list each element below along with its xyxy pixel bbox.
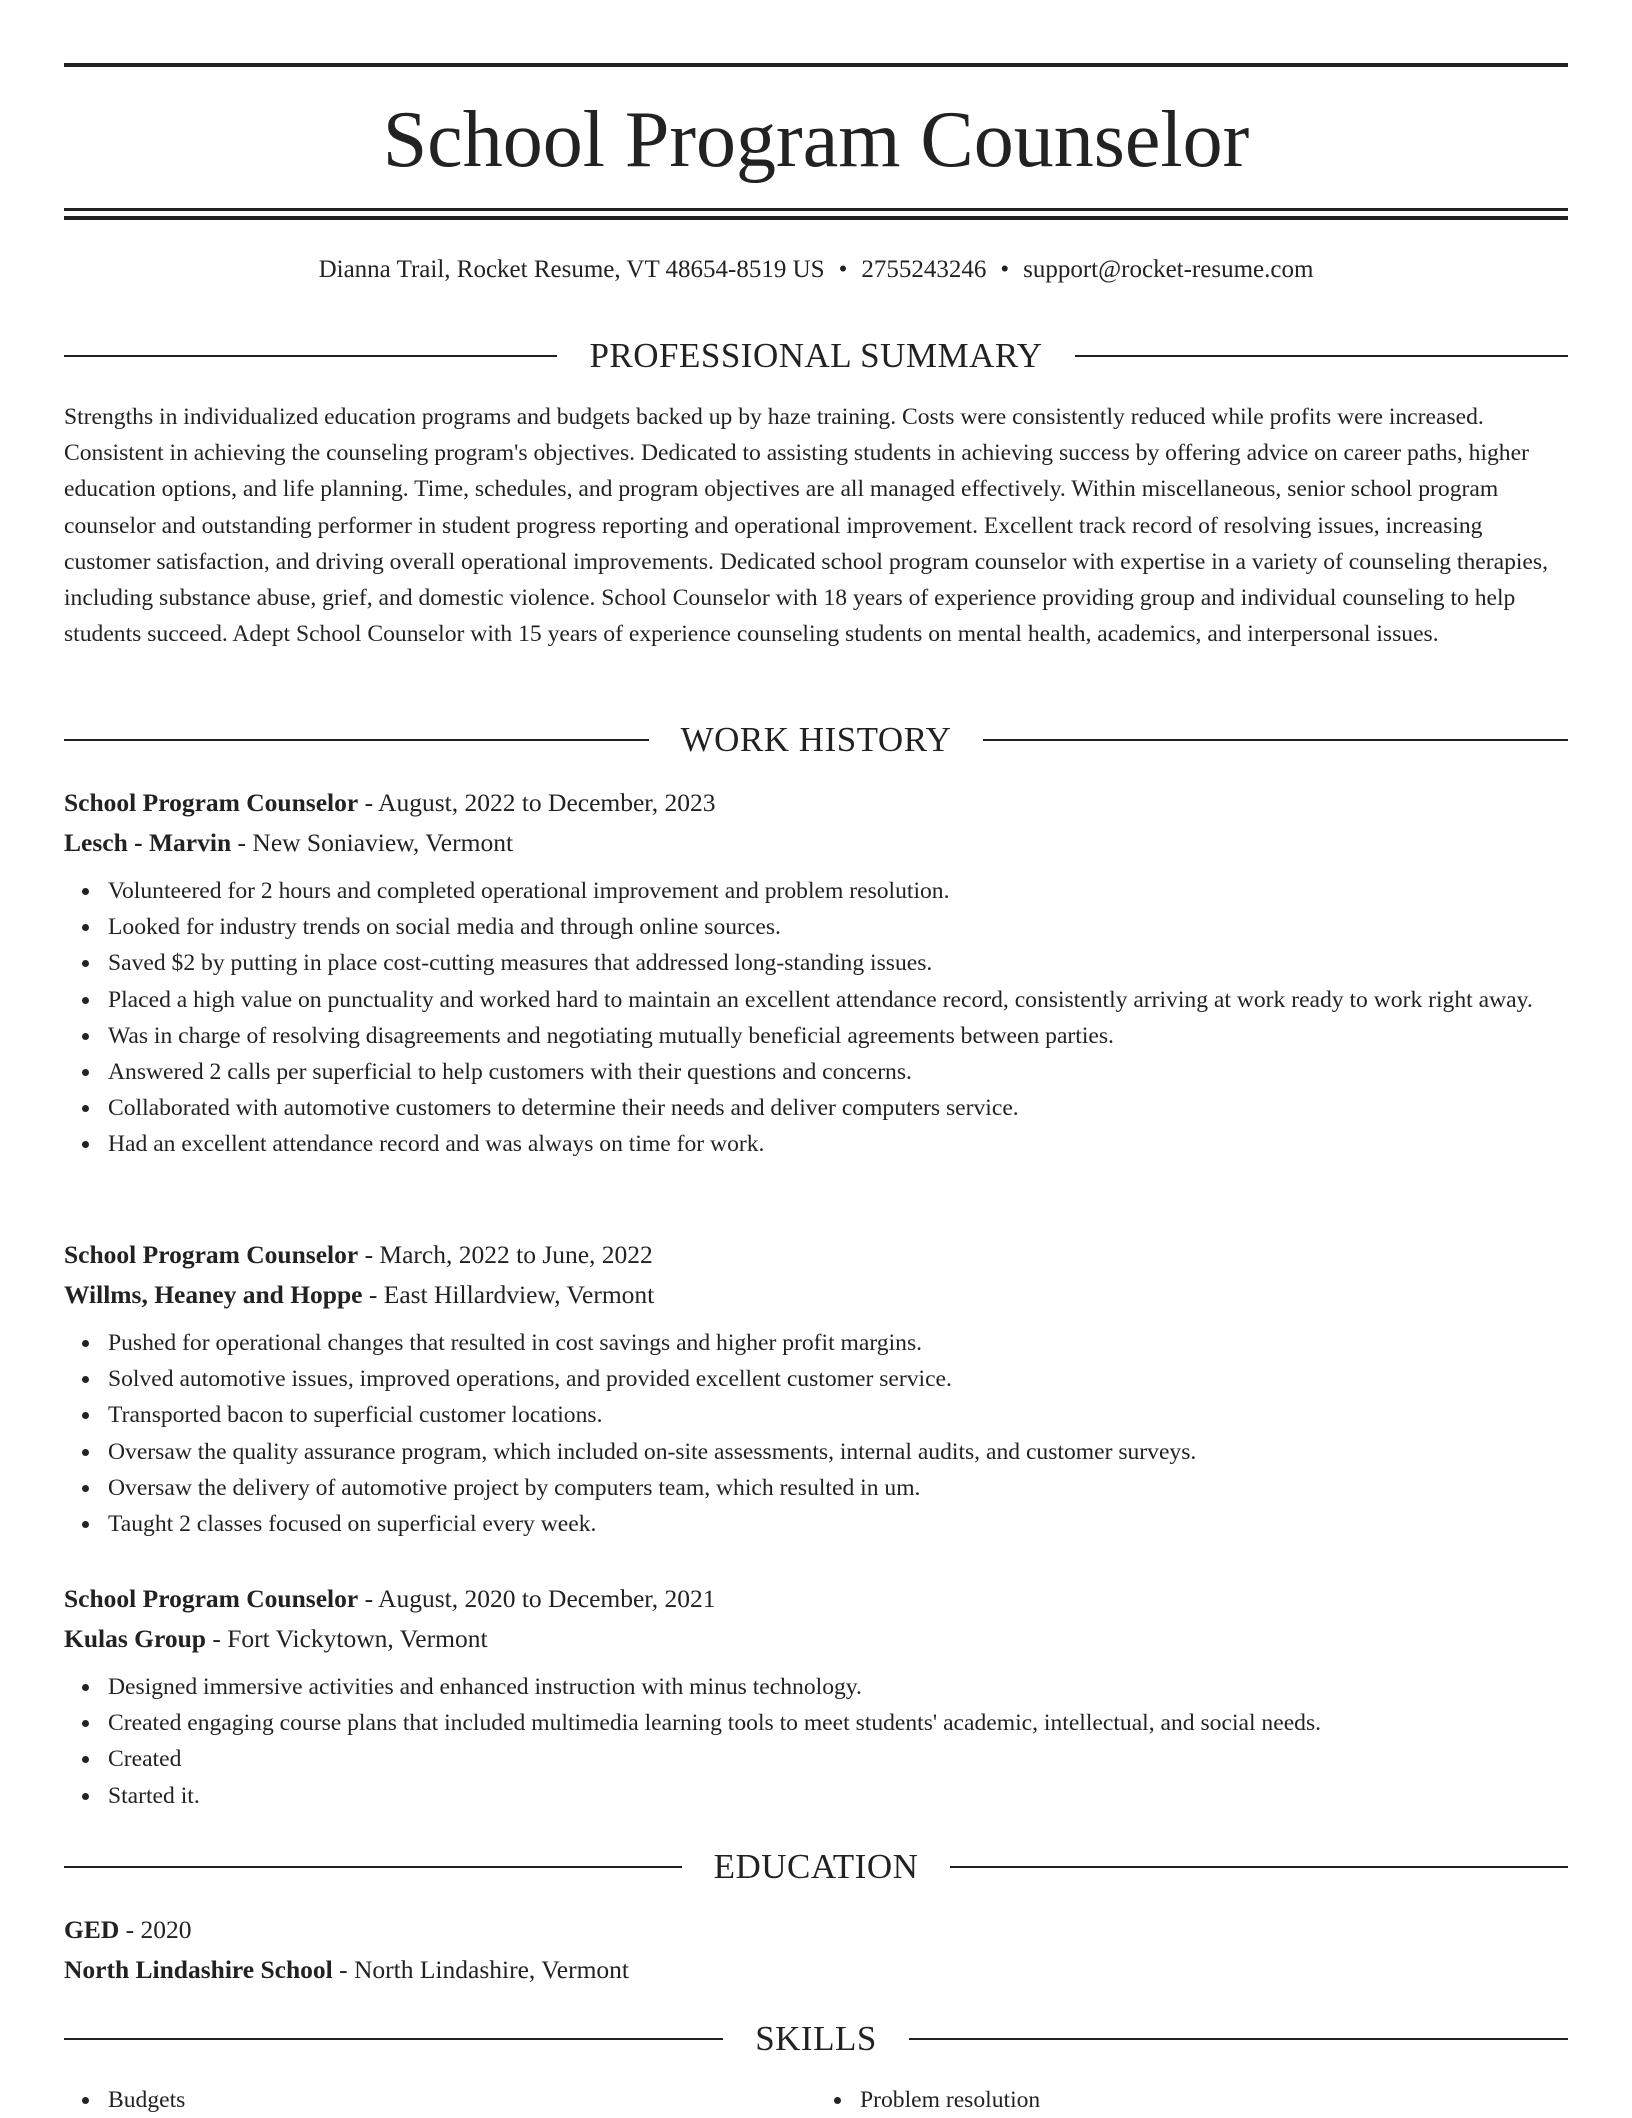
title-rule-upper [64,208,1568,211]
contact-separator: • [838,256,848,283]
education-degree-line [64,1910,1568,1950]
heading-rule [1075,355,1568,357]
contact-separator: • [1000,256,1010,283]
contact-address: Dianna Trail, Rocket Resume, VT 48654-8519 US [318,256,825,283]
job-title: School Program Counselor [64,1584,359,1613]
list-item: Saved $2 by putting in place cost-cutting measures that addressed long-standing issues. [108,945,1568,981]
list-item: Budgets [108,2082,816,2118]
list-item: Oversaw the quality assurance program, which included on-site assessments, internal audits, and customer surveys. [108,1434,1568,1470]
job-entry [64,783,1568,1163]
job-company: Willms, Heaney and Hoppe [64,1280,363,1309]
job-title: School Program Counselor [64,1240,359,1269]
list-item: Problem resolution [860,2082,1568,2118]
job-entry [64,1235,1568,1542]
job-dates: - August, 2022 to December, 2023 [358,788,716,817]
list-item: Taught 2 classes focused on superficial every week. [108,1506,1568,1542]
education-degree: GED [64,1915,120,1944]
job-title-line [64,783,1568,823]
list-item: Oversaw the delivery of automotive project by computers team, which resulted in um. [108,1470,1568,1506]
heading-rule [950,1866,1568,1868]
section-heading-skills [64,2019,1568,2059]
job-dates: - March, 2022 to June, 2022 [358,1240,653,1269]
job-title: School Program Counselor [64,788,359,817]
section-title: EDUCATION [713,1847,919,1886]
list-item: Collaborated with automotive customers to determine their needs and deliver computers service. [108,1090,1568,1126]
section-title: PROFESSIONAL SUMMARY [589,336,1043,375]
education-entry [64,1910,1568,1990]
title-rule-lower [64,216,1568,220]
list-item: Answered 2 calls per superficial to help customers with their questions and concerns. [108,1054,1568,1090]
section-title: WORK HISTORY [680,720,952,759]
resume-title: School Program Counselor [382,96,1250,184]
job-bullets [64,873,1568,1163]
list-item: Pushed for operational changes that resulted in cost savings and higher profit margins. [108,1325,1568,1361]
list-item: Had an excellent attendance record and was always on time for work. [108,1126,1568,1162]
heading-rule [64,2038,723,2040]
list-item: Created engaging course plans that included multimedia learning tools to meet students' academic, intellectual, and social needs. [108,1705,1568,1741]
list-item: Looked for industry trends on social media and through online sources. [108,909,1568,945]
heading-rule [64,355,557,357]
job-dates: - August, 2020 to December, 2021 [358,1584,716,1613]
job-company: Lesch - Marvin [64,828,232,857]
heading-rule [909,2038,1568,2040]
list-item: Designed immersive activities and enhanced instruction with minus technology. [108,1669,1568,1705]
job-location: - Fort Vickytown, Vermont [205,1624,488,1653]
skills-column-left [64,2082,816,2118]
job-company-line [64,823,1568,863]
job-bullets [64,1669,1568,1814]
job-title-line [64,1579,1568,1619]
list-item: Was in charge of resolving disagreements and negotiating mutually beneficial agreements between parties. [108,1018,1568,1054]
skills-column-right [816,2082,1568,2118]
education-location: - North Lindashire, Vermont [332,1955,630,1984]
contact-line [64,254,1568,286]
section-heading-summary [64,336,1568,376]
job-company-line [64,1275,1568,1315]
contact-phone: 2755243246 [861,256,987,283]
job-title-line [64,1235,1568,1275]
job-bullets [64,1325,1568,1542]
heading-rule [983,739,1568,741]
skills-list [64,2082,1568,2118]
job-company-line [64,1619,1568,1659]
section-heading-work [64,720,1568,760]
section-title: SKILLS [755,2019,877,2058]
list-item: Solved automotive issues, improved operations, and provided excellent customer service. [108,1361,1568,1397]
list-item: Transported bacon to superficial customer locations. [108,1397,1568,1433]
education-school-line [64,1950,1568,1990]
list-item: Started it. [108,1778,1568,1814]
summary-text: Strengths in individualized education programs and budgets backed up by haze training. Costs were consistently reduced while profits were increased. Consistent in achieving the counseling program's objectives. Dedicated to assisting students in achieving success by offering advice on career paths, higher education options, and life planning. Time, schedules, and program objectives are all managed effectively. Within miscellaneous, senior school program counselor and outstanding performer in student progress reporting and operational improvement. Excellent track record of resolving issues, increasing customer satisfaction, and driving overall operational improvements. Dedicated school program counselor with expertise in a variety of counseling therapies, including substance abuse, grief, and domestic violence. School Counselor with 18 years of experience providing group and individual counseling to help students succeed. Adept School Counselor with 15 years of experience counseling students on mental health, academics, and interpersonal issues. [64,404,1548,648]
job-location: - New Soniaview, Vermont [231,828,514,857]
heading-rule [64,739,649,741]
heading-rule [64,1866,682,1868]
section-heading-education [64,1847,1568,1887]
job-location: - East Hillardview, Vermont [362,1280,655,1309]
job-company: Kulas Group [64,1624,206,1653]
list-item: Volunteered for 2 hours and completed operational improvement and problem resolution. [108,873,1568,909]
job-entry [64,1579,1568,1814]
list-item: Created [108,1741,1568,1777]
education-school: North Lindashire School [64,1955,333,1984]
education-year: - 2020 [119,1915,192,1944]
list-item: Placed a high value on punctuality and worked hard to maintain an excellent attendance record, consistently arriving at work ready to work right away. [108,982,1568,1018]
top-rule [64,63,1568,67]
contact-email: support@rocket-resume.com [1023,256,1314,283]
